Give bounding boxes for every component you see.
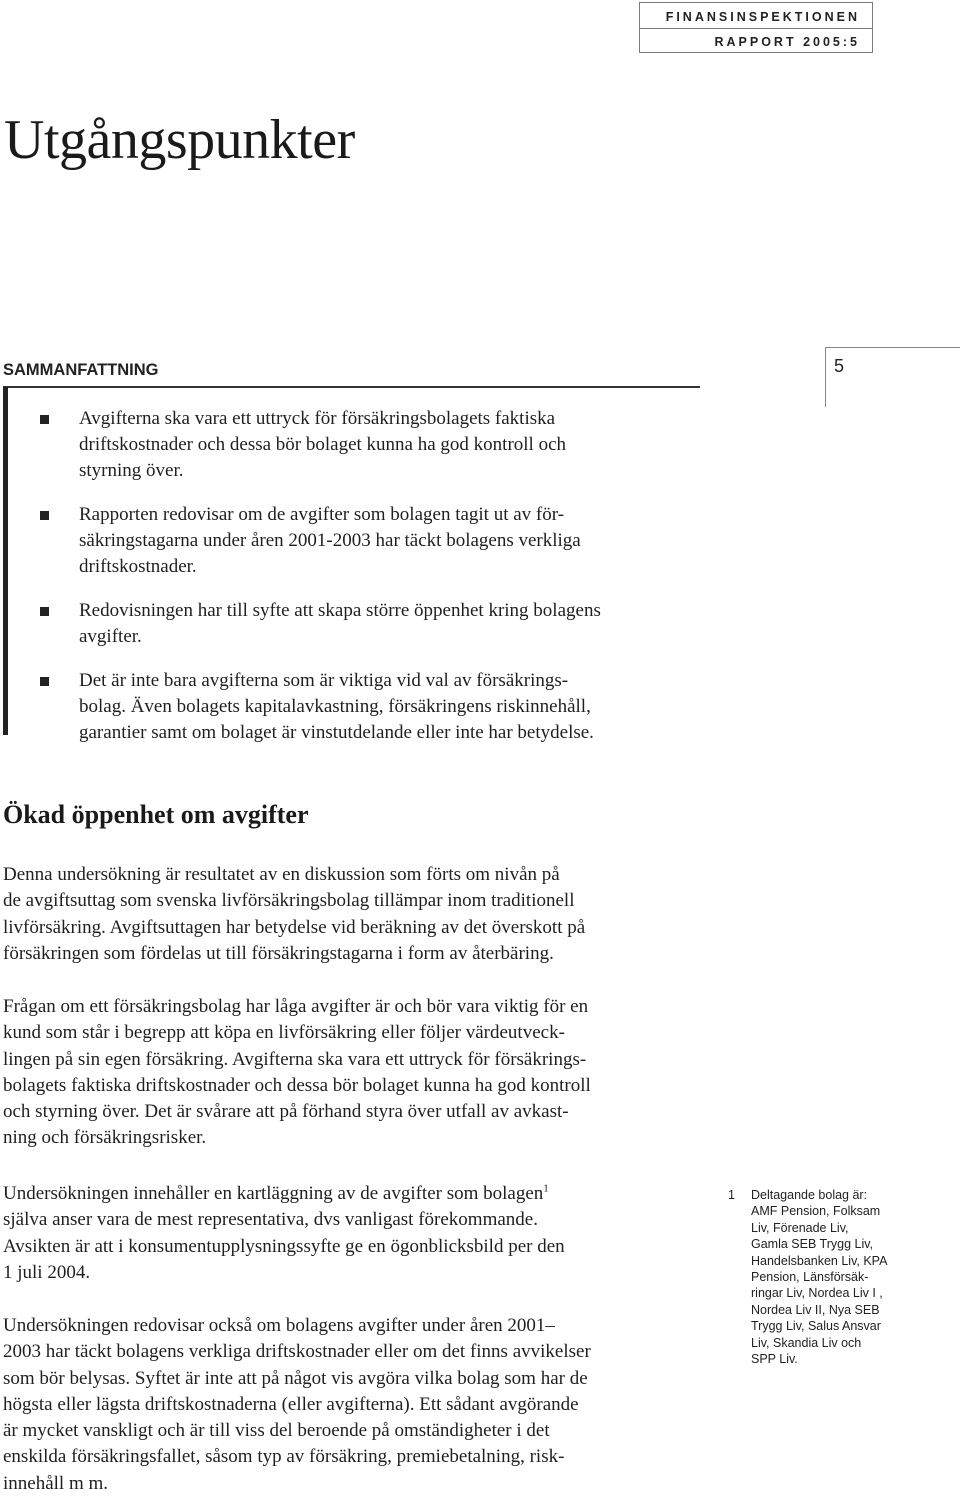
summary-line: driftskostnader. — [79, 556, 197, 577]
paragraph-line: som bör belysas. Syftet är inte att på något vis avgöra vilka bolag som har de — [3, 1367, 588, 1389]
summary-line: Redovisningen har till syfte att skapa större öppenhet kring bolagens — [79, 600, 601, 621]
paragraph-line: livförsäkring. Avgiftsuttagen har betydelse vid beräkning av det överskott på — [3, 916, 586, 938]
footnote-number: 1 — [728, 1188, 735, 1202]
organization-name: FINANSINSPEKTIONEN — [665, 10, 860, 24]
paragraph-line: Undersökningen innehåller en kartläggning av de avgifter som bolagen — [3, 1183, 544, 1204]
summary-item — [34, 668, 706, 746]
footnote-line: Pension, Länsförsäk- — [751, 1270, 869, 1285]
summary-heading: SAMMANFATTNING — [3, 361, 159, 379]
paragraph-line: är mycket vanskligt och är till viss del beroende på omständigheter i det — [3, 1420, 550, 1442]
paragraph-line: kund som står i begrepp att köpa en livförsäkring eller följer värdeutveck- — [3, 1022, 565, 1044]
body-paragraph — [3, 994, 703, 1152]
report-header-box — [639, 2, 873, 53]
body-paragraph — [3, 862, 703, 967]
footnote-line: Handelsbanken Liv, KPA — [751, 1253, 888, 1268]
summary-line: avgifter. — [79, 626, 142, 647]
footnote-line: Gamla SEB Trygg Liv, — [751, 1237, 874, 1252]
square-bullet-icon — [40, 677, 49, 686]
summary-line: Rapporten redovisar om de avgifter som bolagen tagit ut av för- — [79, 504, 565, 525]
paragraph-line: enskilda försäkringsfallet, såsom typ av försäkring, premiebetalning, risk- — [3, 1446, 565, 1468]
summary-list — [34, 406, 706, 764]
footnote-line: Trygg Liv, Salus Ansvar — [751, 1319, 881, 1334]
report-number: RAPPORT 2005:5 — [714, 35, 860, 49]
footnote-text — [751, 1187, 928, 1367]
section-heading: Ökad öppenhet om avgifter — [3, 800, 309, 829]
paragraph-line: och styrning över. Det är svårare att på förhand styra över utfall av avkast- — [3, 1101, 569, 1123]
summary-line: bolag. Även bolagets kapitalavkastning, försäkringens riskinnehåll, — [79, 696, 591, 717]
footnote — [728, 1187, 928, 1367]
footnote-line: Liv, Förenade Liv, — [751, 1220, 849, 1235]
footnote-line: Deltagande bolag är: — [751, 1188, 868, 1202]
paragraph-line: 1 juli 2004. — [3, 1261, 91, 1283]
page-number: 5 — [834, 356, 845, 376]
paragraph-line: de avgiftsuttag som svenska livförsäkringsbolag tillämpar inom traditionell — [3, 890, 575, 912]
summary-line: garantier samt om bolaget är vinstutdelande eller inte har betydelse. — [79, 722, 594, 743]
page-number-marker — [825, 347, 960, 407]
summary-side-bar — [3, 387, 8, 735]
paragraph-line: Frågan om ett försäkringsbolag har låga avgifter är och bör vara viktig för en — [3, 996, 589, 1017]
footnote-line: Liv, Skandia Liv och — [751, 1335, 862, 1350]
summary-line: Det är inte bara avgifterna som är viktiga vid val av försäkrings- — [79, 670, 569, 691]
paragraph-line: Denna undersökning är resultatet av en diskussion som förts om nivån på — [3, 864, 560, 885]
summary-line: driftskostnader och dessa bör bolaget kunna ha god kontroll och — [79, 434, 567, 455]
paragraph-line: ning och försäkringsrisker. — [3, 1127, 207, 1149]
chapter-title: Utgångspunkter — [4, 109, 355, 171]
footnote-line: SPP Liv. — [751, 1352, 798, 1367]
header-divider — [640, 28, 872, 29]
footnote-reference[interactable]: 1 — [543, 1182, 549, 1195]
paragraph-line: högsta eller lägsta driftskostnaderna (eller avgifterna). Ett sådant avgörande — [3, 1393, 579, 1415]
footnote-line: ringar Liv, Nordea Liv I , — [751, 1286, 883, 1301]
paragraph-line: Undersökningen redovisar också om bolagens avgifter under åren 2001– — [3, 1315, 555, 1336]
paragraph-line: lingen på sin egen försäkring. Avgifterna ska vara ett uttryck för försäkrings- — [3, 1048, 587, 1070]
square-bullet-icon — [40, 607, 49, 616]
paragraph-line: Avsikten är att i konsumentupplysningssyfte ge en ögonblicksbild per den — [3, 1235, 565, 1257]
footnote-line: AMF Pension, Folksam — [751, 1204, 881, 1219]
paragraph-line: försäkringen som fördelas ut till försäkringstagarna i form av återbäring. — [3, 942, 554, 964]
square-bullet-icon — [40, 511, 49, 520]
summary-item — [34, 598, 706, 650]
body-paragraph — [3, 1181, 703, 1286]
summary-line: Avgifterna ska vara ett uttryck för försäkringsbolagets faktiska — [79, 408, 556, 429]
paragraph-line: bolagets faktiska driftskostnader och dessa bör bolaget kunna ha god kontroll — [3, 1074, 591, 1096]
summary-line: säkringstagarna under åren 2001-2003 har täckt bolagens verkliga — [79, 530, 581, 551]
summary-item — [34, 406, 706, 484]
summary-item — [34, 502, 706, 580]
body-paragraph — [3, 1313, 703, 1497]
summary-rule — [3, 386, 700, 388]
footnote-line: Nordea Liv II, Nya SEB — [751, 1302, 880, 1317]
paragraph-line: 2003 har täckt bolagens verkliga driftskostnader eller om det finns avvikelser — [3, 1341, 591, 1363]
paragraph-line: innehåll m m. — [3, 1472, 109, 1494]
paragraph-line: själva anser vara de mest representativa, dvs vanligast förekommande. — [3, 1209, 538, 1231]
summary-line: styrning över. — [79, 460, 184, 481]
square-bullet-icon — [40, 415, 49, 424]
